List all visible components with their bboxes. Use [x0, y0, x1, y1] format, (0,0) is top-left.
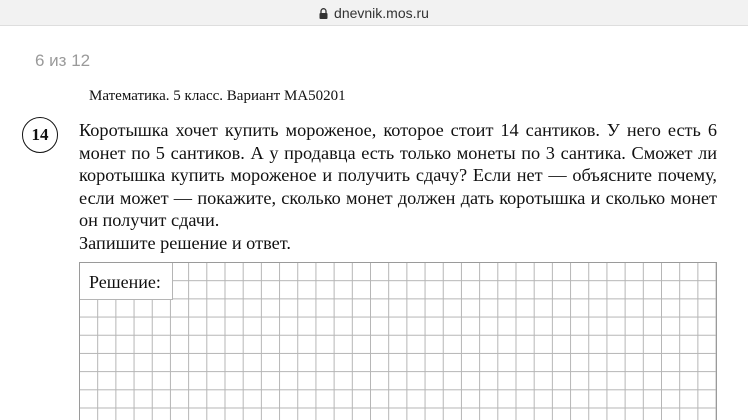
task-number-badge: 14 [22, 117, 58, 153]
address-bar[interactable] [0, 0, 748, 26]
lock-icon [319, 8, 328, 19]
task-text: Коротышка хочет купить мороженое, которое стоит 14 сантиков. У него есть 6 монет по 5 сантиков. А у продавца есть только монеты по 3 сантика. Сможет ли коротышка купить мороженое и получить сдачу? Если нет — объясните почему, если может — покажите, сколько монет должен дать коротышка и сколько монет он получит сдачи. [79, 120, 717, 230]
url-text: dnevnik.mos.ru [334, 4, 429, 21]
page-counter: 6 из 12 [35, 51, 91, 70]
document-header: Математика. 5 класс. Вариант МА50201 [89, 88, 346, 104]
task-instruction: Запишите решение и ответ. [79, 233, 291, 253]
answer-grid [79, 262, 717, 420]
solution-label: Решение: [80, 263, 173, 300]
